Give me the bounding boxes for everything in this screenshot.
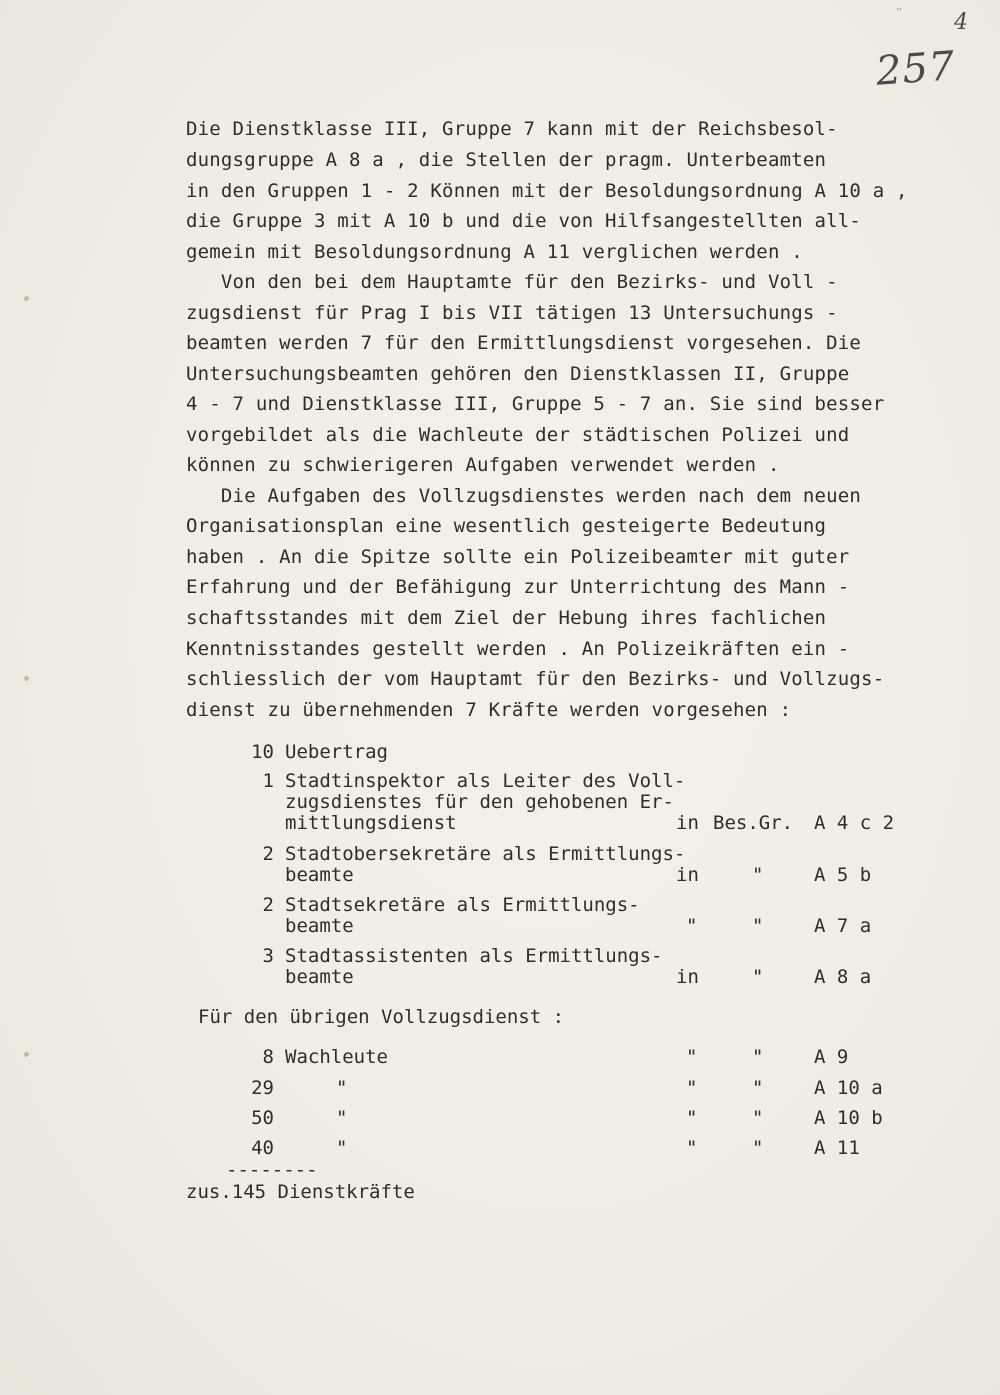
- row-label: ": [336, 1077, 348, 1099]
- text-line: haben . An die Spitze sollte ein Polizeibeamter mit guter: [186, 546, 850, 568]
- carry-label: Uebertrag: [285, 741, 388, 763]
- row-col-ditto: ": [752, 1137, 764, 1159]
- row-count: 2: [262, 843, 274, 865]
- row-col-in: in: [676, 864, 699, 886]
- row-label: Stadtobersekretäre als Ermittlungs-: [285, 843, 686, 865]
- row-grade: A 11: [814, 1137, 860, 1159]
- row-label: mittlungsdienst: [285, 812, 457, 834]
- row-label: beamte: [285, 915, 354, 937]
- text-line: Die Aufgaben des Vollzugsdienstes werden nach dem neuen: [186, 485, 862, 507]
- text-line: dienst zu übernehmenden 7 Kräfte werden vorgesehen :: [186, 699, 792, 721]
- row-label: beamte: [285, 966, 354, 988]
- row-col-ditto: ": [686, 1046, 698, 1068]
- section-label: Für den übrigen Vollzugsdienst :: [198, 1006, 565, 1028]
- text-line: beamten werden 7 für den Ermittlungsdienst vorgesehen. Die: [186, 332, 862, 354]
- row-col-ditto: ": [686, 915, 698, 937]
- row-label: Stadtassistenten als Ermittlungs-: [285, 945, 663, 967]
- row-label: ": [336, 1137, 348, 1159]
- total-line: zus.145 Dienstkräfte: [186, 1181, 415, 1203]
- punch-hole: [24, 296, 29, 301]
- row-label: zugsdienstes für den gehobenen Er-: [285, 791, 674, 813]
- row-col-ditto: ": [686, 1107, 698, 1129]
- punch-hole: [24, 1052, 29, 1057]
- text-line: Organisationsplan eine wesentlich gesteigerte Bedeutung: [186, 515, 827, 537]
- row-count: 50: [251, 1107, 274, 1129]
- row-grade: A 9: [814, 1046, 849, 1068]
- handwritten-page-number: 257: [874, 43, 957, 95]
- row-grade: A 10 b: [814, 1107, 883, 1129]
- row-label: beamte: [285, 864, 354, 886]
- text-line: vorgebildet als die Wachleute der städtischen Polizei und: [186, 424, 850, 446]
- row-label: Wachleute: [285, 1046, 388, 1068]
- top-right-mark: 4: [954, 10, 968, 35]
- row-col-ditto: ": [752, 1107, 764, 1129]
- top-tiny-mark: ʼʼ: [896, 8, 902, 18]
- text-line: gemein mit Besoldungsordnung A 11 verglichen werden .: [186, 241, 803, 263]
- text-line: dungsgruppe A 8 a , die Stellen der pragm. Unterbeamten: [186, 149, 827, 171]
- row-col-ditto: ": [752, 864, 764, 886]
- text-line: zugsdienst für Prag I bis VII tätigen 13 Untersuchungs -: [186, 302, 838, 324]
- text-line: Untersuchungsbeamten gehören den Dienstklassen II, Gruppe: [186, 363, 850, 385]
- row-col-ditto: ": [686, 1137, 698, 1159]
- row-col-besgr: Bes.Gr.: [713, 812, 794, 834]
- row-col-ditto: ": [752, 1077, 764, 1099]
- text-line: schaftsstandes mit dem Ziel der Hebung ihres fachlichen: [186, 607, 827, 629]
- row-count: 1: [262, 770, 274, 792]
- row-count: 2: [262, 894, 274, 916]
- text-line: Kenntnisstandes gestellt werden . An Polizeikräften ein -: [186, 638, 850, 660]
- row-col-ditto: ": [686, 1077, 698, 1099]
- text-line: die Gruppe 3 mit A 10 b und die von Hilfsangestellten all-: [186, 210, 862, 232]
- row-grade: A 5 b: [814, 864, 872, 886]
- row-count: 40: [251, 1137, 274, 1159]
- text-line: Von den bei dem Hauptamte für den Bezirks- und Voll -: [186, 271, 838, 293]
- text-line: schliesslich der vom Hauptamt für den Bezirks- und Vollzugs-: [186, 668, 885, 690]
- text-line: Erfahrung und der Befähigung zur Unterrichtung des Mann -: [186, 576, 850, 598]
- row-label: Stadtinspektor als Leiter des Voll-: [285, 770, 686, 792]
- row-count: 3: [262, 945, 274, 967]
- row-grade: A 10 a: [814, 1077, 883, 1099]
- text-line: 4 - 7 und Dienstklasse III, Gruppe 5 - 7 an. Sie sind besser: [186, 393, 885, 415]
- row-col-ditto: ": [752, 966, 764, 988]
- text-line: in den Gruppen 1 - 2 Können mit der Besoldungsordnung A 10 a ,: [186, 180, 908, 202]
- punch-hole: [24, 676, 29, 681]
- sum-rule: --------: [226, 1159, 318, 1181]
- text-line: können zu schwierigeren Aufgaben verwendet werden .: [186, 454, 780, 476]
- row-count: 8: [262, 1046, 274, 1068]
- row-count: 29: [251, 1077, 274, 1099]
- row-label: Stadtsekretäre als Ermittlungs-: [285, 894, 640, 916]
- row-grade: A 4 c 2: [814, 812, 895, 834]
- row-col-ditto: ": [752, 915, 764, 937]
- row-label: ": [336, 1107, 348, 1129]
- text-line: Die Dienstklasse III, Gruppe 7 kann mit der Reichsbesol-: [186, 118, 838, 140]
- row-grade: A 7 a: [814, 915, 872, 937]
- row-grade: A 8 a: [814, 966, 872, 988]
- carry-count: 10: [251, 741, 274, 763]
- row-col-in: in: [676, 966, 699, 988]
- row-col-in: in: [676, 812, 699, 834]
- row-col-ditto: ": [752, 1046, 764, 1068]
